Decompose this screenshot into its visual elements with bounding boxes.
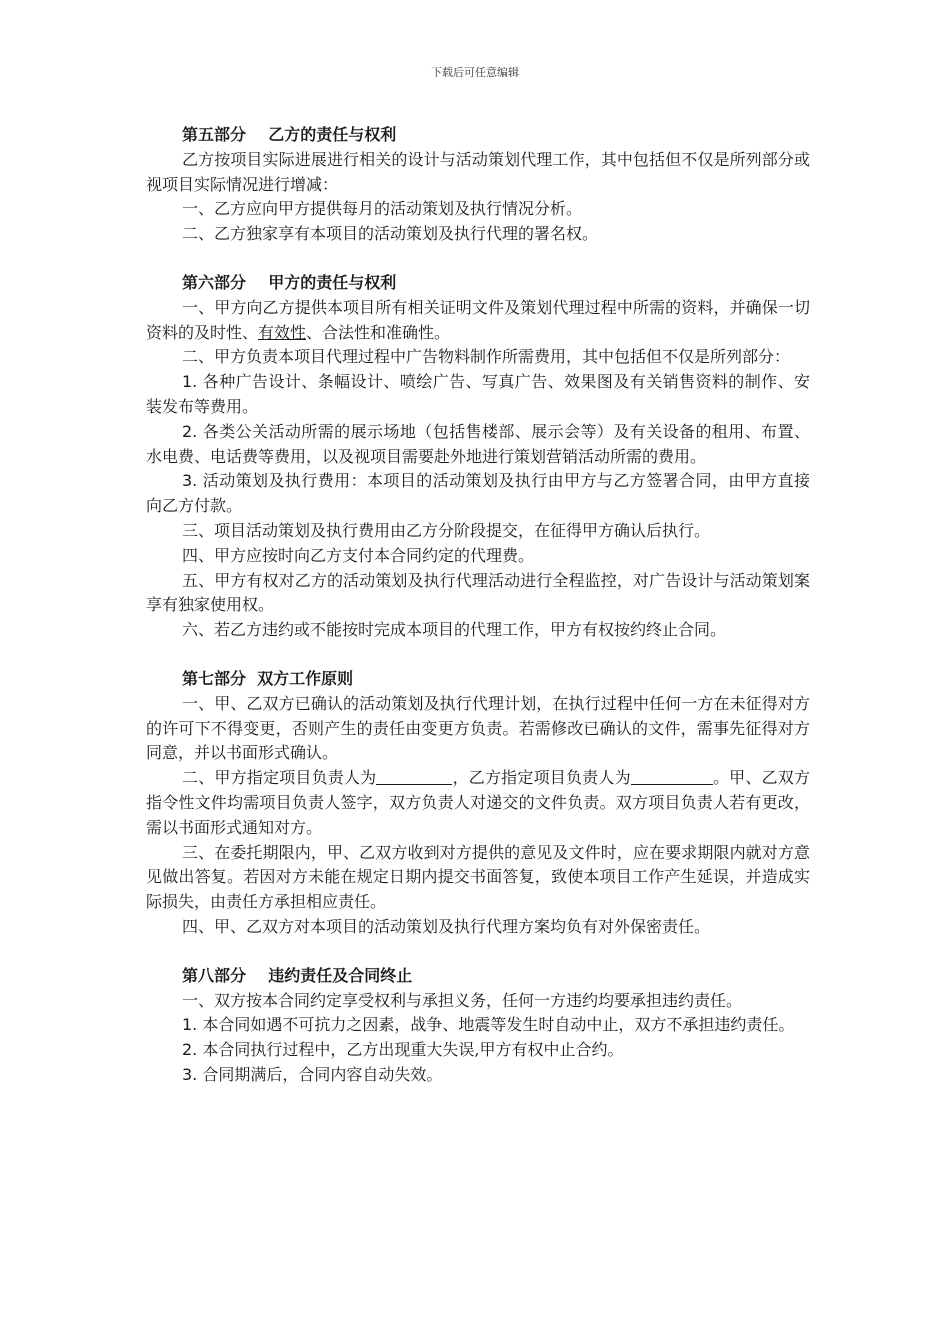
section-5-intro: 乙方按项目实际进展进行相关的设计与活动策划代理工作，其中包括但不仅是所列部分或视项目实际情况进行增减：	[146, 149, 810, 194]
section-6-clause-1-underlined: 有效性	[258, 322, 307, 342]
section-5	[146, 123, 810, 247]
section-8-clause-1: 一、双方按本合同约定享受权利与承担义务，任何一方违约均要承担违约责任。	[182, 990, 743, 1010]
item-text: 各种广告设计、条幅设计、喷绘广告、写真广告、效果图及有关销售资料的制作、安装发布等费用。	[146, 372, 810, 416]
section-6-clause-2: 二、甲方负责本项目代理过程中广告物料制作所需费用，其中包括但不仅是所列部分：	[182, 347, 791, 367]
section-5-clause-2: 二、乙方独家享有本项目的活动策划及执行代理的署名权。	[182, 224, 599, 244]
section-8-item-1	[146, 1013, 810, 1038]
section-6-clause-1	[146, 296, 810, 346]
item-number: 2.	[182, 1040, 198, 1060]
section-8-item-3	[146, 1063, 810, 1088]
section-6-clause-4: 四、甲方应按时向乙方支付本合同约定的代理费。	[182, 545, 535, 565]
section-7-clause-1: 一、甲、乙双方已确认的活动策划及执行代理计划，在执行过程中任何一方在未征得对方的许可下不得变更，否则产生的责任由变更方负责。若需修改已确认的文件，需事先征得对方同意，并以书面形式确认。	[146, 693, 810, 763]
item-number: 1.	[182, 1015, 198, 1035]
party-a-contact-blank[interactable]	[376, 768, 452, 785]
section-6-title: 第六部分 甲方的责任与权利	[182, 272, 397, 292]
section-6-clause-6: 六、若乙方违约或不能按时完成本项目的代理工作，甲方有权按约终止合同。	[182, 620, 727, 640]
item-number: 3.	[182, 1064, 198, 1084]
section-6-clause-1-text-b: 、合法性和准确性。	[306, 322, 451, 342]
section-8-title: 第八部分 违约责任及合同终止	[182, 965, 413, 985]
section-6-item-2	[146, 420, 810, 470]
section-6-item-1	[146, 370, 810, 420]
section-8	[146, 964, 810, 1088]
section-6-clause-1-text-a: 一、甲方向乙方提供本项目所有相关证明文件及策划代理过程中所需的资料，并确保一切资料的及时性、	[146, 297, 810, 342]
item-number: 3.	[182, 471, 198, 491]
section-7-clause-3: 三、在委托期限内，甲、乙双方收到对方提供的意见及文件时，应在要求期限内就对方意见做出答复。若因对方未能在规定日期内提交书面答复，致使本项目工作产生延误，并造成实际损失，由责任方承担相应责任。	[146, 842, 810, 912]
section-7-clause-2-text-a: 二、甲方指定项目负责人为	[182, 768, 377, 788]
section-5-clause-1: 一、乙方应向甲方提供每月的活动策划及执行情况分析。	[182, 199, 583, 219]
section-6-item-3	[146, 469, 810, 519]
section-7	[146, 667, 810, 940]
item-text: 本合同执行过程中，乙方出现重大失误,甲方有权中止合约。	[197, 1040, 624, 1060]
section-7-clause-2-text-c: 。甲、乙双方指令性文件均需项目负责人签字，双方负责人对递交的文件负责。双方项目负责人若有更改，需以书面形式通知对方。	[146, 768, 810, 837]
item-text: 本合同如遇不可抗力之因素，战争、地震等发生时自动中止，双方不承担违约责任。	[197, 1015, 795, 1035]
section-5-title: 第五部分 乙方的责任与权利	[182, 125, 397, 144]
section-7-title: 第七部分 双方工作原则	[182, 668, 354, 688]
item-number: 2.	[182, 421, 198, 441]
item-text: 合同期满后，合同内容自动失效。	[197, 1064, 443, 1084]
section-7-clause-4: 四、甲、乙双方对本项目的活动策划及执行代理方案均负有对外保密责任。	[182, 916, 711, 936]
section-7-clause-2-text-b: ，乙方指定项目负责人为	[452, 768, 631, 788]
page-header-note: 下载后可任意编辑	[431, 66, 519, 79]
section-6-clause-5: 五、甲方有权对乙方的活动策划及执行代理活动进行全程监控，对广告设计与活动策划案享有独家使用权。	[146, 570, 810, 615]
item-text: 活动策划及执行费用：本项目的活动策划及执行由甲方与乙方签署合同，由甲方直接向乙方付款。	[146, 471, 810, 516]
section-8-item-2	[146, 1038, 810, 1063]
section-6	[146, 271, 810, 643]
item-number: 1.	[182, 372, 198, 392]
party-b-contact-blank[interactable]	[631, 768, 713, 785]
section-6-clause-3: 三、项目活动策划及执行费用由乙方分阶段提交，在征得甲方确认后执行。	[182, 520, 711, 540]
item-text: 各类公关活动所需的展示场地（包括售楼部、展示会等）及有关设备的租用、布置、水电费、电话费等费用，以及视项目需要赴外地进行策划营销活动所需的费用。	[146, 421, 810, 466]
section-7-clause-2	[146, 766, 810, 840]
document-body	[146, 123, 810, 1112]
